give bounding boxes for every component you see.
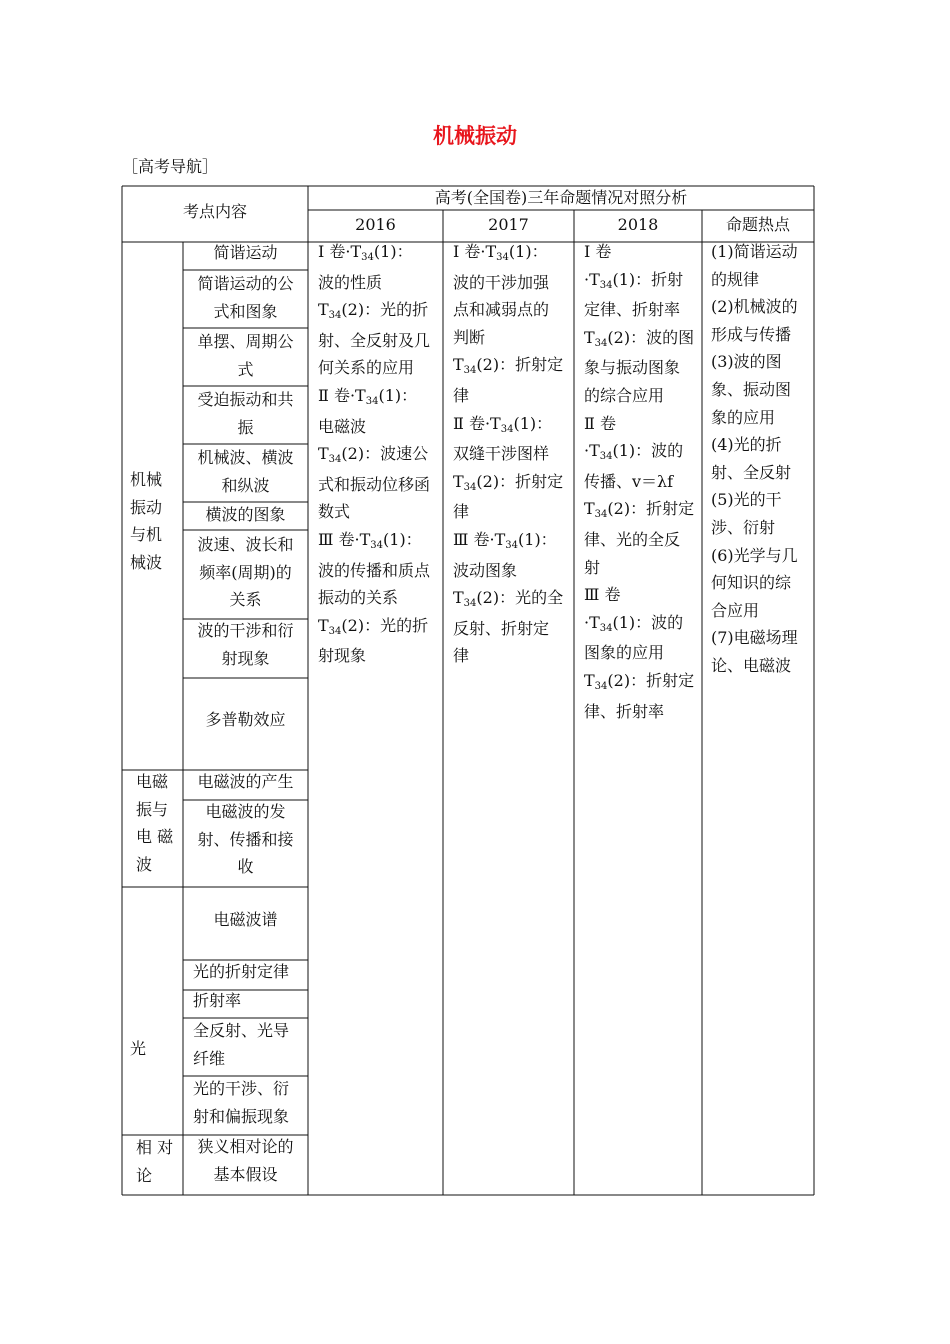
analysis-line: Ⅲ 卷 (584, 585, 621, 605)
analysis-line: $T_{34}(2)$：波速公 (318, 444, 429, 466)
header-year-2017: 2017 (488, 215, 529, 234)
analysis-line: $T_{34}(2)$：光的折 (318, 615, 429, 637)
analysis-line: 波的性质 (318, 272, 383, 292)
analysis-line: 振动的关系 (318, 588, 399, 608)
column-2016 (318, 238, 430, 670)
topic-interference: 波的干涉和衍 射现象 (197, 621, 294, 668)
analysis-line: $\cdot T_{34}(1)$：波的 (584, 612, 684, 634)
analysis-line: $\cdot T_{34}(1)$：折射 (584, 269, 684, 291)
column-hot-topics (711, 238, 798, 680)
analysis-line: 判断 (453, 327, 486, 347)
header-year-2018: 2018 (617, 215, 659, 234)
topic-doppler: 多普勒效应 (205, 710, 286, 729)
column-2017 (453, 238, 563, 670)
topic-relativity: 狭义相对论的 基本假设 (197, 1137, 294, 1184)
analysis-line: 射 (584, 557, 601, 577)
topic-refractive-index: 折射率 (193, 991, 242, 1010)
analysis-line: $T_{34}(2)$：折射定 (584, 670, 695, 692)
topic-simple-harmonic: 简谐运动 (213, 243, 278, 262)
hot-topic-line: 合应用 (711, 600, 760, 620)
topic-em-spectrum: 电磁波谱 (213, 910, 278, 929)
hot-topic-line: 论、电磁波 (711, 655, 792, 675)
topic-mechanical-wave: 机械波、横波 和纵波 (197, 448, 294, 495)
analysis-line: 律、折射率 (584, 701, 665, 721)
analysis-line: 律 (453, 502, 470, 522)
topic-pendulum: 单摆、周期公 式 (197, 332, 294, 379)
analysis-line: 何关系的应用 (318, 358, 415, 378)
header-topic: 考点内容 (182, 202, 247, 221)
topic-em-generation: 电磁波的产生 (197, 772, 294, 791)
analysis-line: Ⅰ 卷$\cdot T_{34}(1)$： (318, 242, 413, 263)
hot-topic-line: 的规律 (711, 269, 760, 289)
category-light: 光 (130, 1039, 147, 1058)
analysis-line: 定律、折射率 (584, 300, 681, 320)
hot-topic-line: (6)光学与几 (711, 545, 798, 565)
analysis-line: 律 (453, 646, 470, 666)
topic-em-transmission: 电磁波的发 射、传播和接 收 (197, 802, 294, 877)
hot-topic-line: (7)电磁场理 (711, 628, 798, 648)
hot-topic-line: 象、振动图 (711, 379, 792, 399)
analysis-line: 波的传播和质点 (318, 560, 431, 580)
hot-topic-line: 涉、衍射 (711, 517, 776, 537)
analysis-line: 传播、v＝λf (584, 471, 674, 491)
analysis-line: 图象的应用 (584, 643, 665, 663)
header-analysis-title: 高考(全国卷)三年命题情况对照分析 (434, 188, 688, 207)
analysis-line: 点和减弱点的 (453, 300, 550, 320)
hot-topic-line: (5)光的干 (711, 490, 782, 510)
analysis-line: Ⅲ 卷$\cdot T_{34}(1)$： (453, 529, 557, 551)
topic-transverse-graph: 横波的图象 (205, 505, 286, 524)
topic-forced-vibration: 受迫振动和共 振 (197, 390, 294, 437)
hot-topic-line: 形成与传播 (711, 324, 792, 344)
hot-topic-line: 象的应用 (711, 407, 776, 427)
analysis-line: $T_{34}(2)$：波的图 (584, 327, 695, 349)
analysis-line: 波动图象 (453, 560, 518, 580)
hot-topic-line: (3)波的图 (711, 352, 782, 372)
topic-light-interference: 光的干涉、衍 射和偏振现象 (193, 1079, 290, 1126)
topic-wave-speed: 波速、波长和 频率(周期)的 关系 (197, 535, 294, 610)
analysis-line: 的综合应用 (584, 385, 665, 405)
analysis-line: $T_{34}(2)$：光的折 (318, 300, 429, 322)
analysis-line: $T_{34}(2)$：光的全 (453, 588, 564, 610)
topic-refraction-law: 光的折射定律 (193, 962, 290, 981)
topic-shm-formula: 简谐运动的公 式和图象 (197, 274, 294, 321)
analysis-line: 律、光的全反 (584, 529, 681, 549)
guide-label: ［高考导航］ (122, 157, 219, 176)
analysis-line: $\cdot T_{34}(1)$：波的 (584, 441, 684, 463)
analysis-line: 反射、折射定 (453, 618, 550, 638)
analysis-line: 射现象 (318, 646, 367, 666)
analysis-line: Ⅰ 卷 (584, 242, 612, 261)
page-title: 机械振动 (433, 124, 517, 148)
analysis-line: $T_{34}(2)$：折射定 (453, 471, 564, 493)
analysis-line: Ⅱ 卷 (584, 413, 616, 433)
hot-topic-line: 何知识的综 (711, 573, 792, 593)
column-2018 (584, 238, 694, 725)
analysis-line: 象与振动图象 (584, 358, 681, 378)
analysis-line: 式和振动位移函 (318, 474, 431, 494)
analysis-line: 波的干涉加强 (453, 272, 550, 292)
analysis-line: Ⅰ 卷$\cdot T_{34}(1)$： (453, 242, 548, 263)
header-hot: 命题热点 (725, 215, 790, 234)
hot-topic-line: (2)机械波的 (711, 297, 798, 317)
analysis-line: 律 (453, 385, 470, 405)
category-relativity: 相 对 论 (136, 1138, 174, 1185)
analysis-line: $T_{34}(2)$：折射定 (584, 499, 695, 521)
hot-topic-line: (1)简谐运动 (711, 242, 798, 261)
topic-total-reflection: 全反射、光导 纤维 (193, 1021, 290, 1068)
analysis-line: 电磁波 (318, 416, 367, 436)
hot-topic-line: 射、全反射 (711, 462, 792, 482)
analysis-line: Ⅱ 卷$\cdot T_{34}(1)$： (318, 385, 418, 407)
hot-topic-line: (4)光的折 (711, 435, 782, 455)
analysis-line: 数式 (318, 502, 351, 522)
analysis-line: Ⅱ 卷$\cdot T_{34}(1)$： (453, 413, 553, 435)
analysis-line: 双缝干涉图样 (453, 444, 550, 464)
analysis-line: 射、全反射及几 (318, 330, 431, 350)
header-year-2016: 2016 (355, 215, 396, 234)
analysis-line: Ⅲ 卷$\cdot T_{34}(1)$： (318, 529, 422, 551)
analysis-line: $T_{34}(2)$：折射定 (453, 355, 564, 377)
category-mechanical: 机械 振动 与机 械波 (130, 470, 163, 572)
category-electromagnetic: 电磁 振与 电 磁 波 (136, 772, 174, 874)
